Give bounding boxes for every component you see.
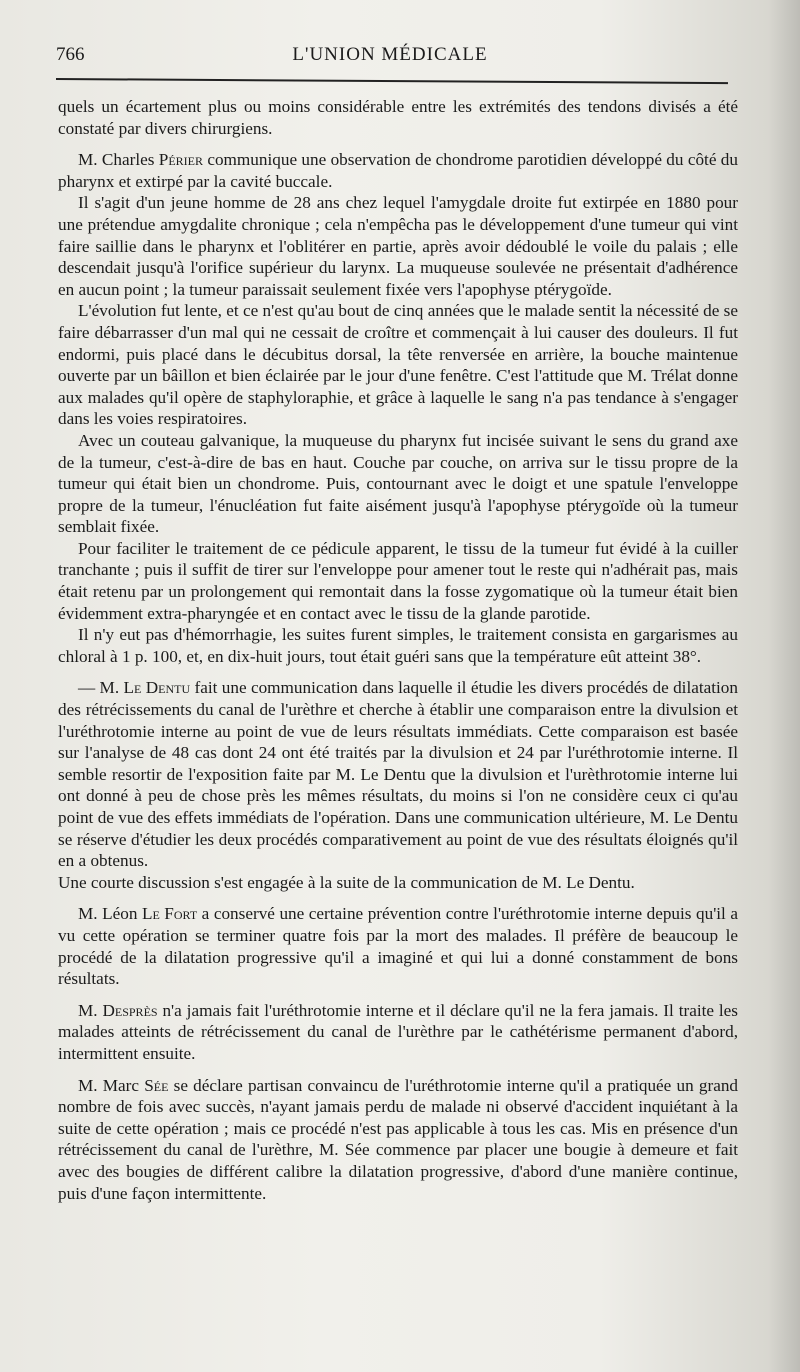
author-name: Desprès	[102, 1000, 158, 1020]
page-number: 766	[56, 44, 85, 65]
paragraph-le-fort: M. Léon Le Fort a conservé une certaine prévention contre l'uréthrotomie interne depuis qu'il a vu cette opération se terminer quatre fois par la mort des malades. Il préfère de beaucoup le procédé de la dilatation progressive qu'il a imaginé et qui lui a donné constamment de bons résultats.	[58, 904, 738, 989]
author-name: Sée	[144, 1075, 169, 1095]
page-header	[56, 44, 724, 72]
paragraph-pedicle: Pour faciliter le traitement de ce pédicule apparent, le tissu de la tumeur fut évidé à la cuiller tranchante ; puis il suffit de tirer sur l'enveloppe pour amener tout le reste qui n'adhérait pas, mais était retenu par un prolongement qui remontait dans la fosse zygomatique où la tumeur était bien évidemment extra-pharyngée et en contact avec le tissu de la glande parotide.	[58, 538, 738, 623]
author-name: Le Dentu	[123, 678, 191, 698]
article-body	[58, 96, 738, 1204]
author-name: Périer	[158, 150, 203, 170]
paragraph-evolution: L'évolution fut lente, et ce n'est qu'au bout de cinq années que le malade sentit la nécessité de se faire débarrasser d'un mal qui ne cessait de croître et commençait à lui causer des douleurs. Il fut endormi, puis placé dans le décubitus dorsal, la tête renversée en arrière, la bouche maintenue ouverte par un bâillon et bien éclairée par le jour d'une fenêtre. C'est l'attitude que M. Trélat donne aux malades qu'il opère de staphylorаphie, et grâce à laquelle le sang n'a pas tendance à s'engager dans les voies respiratoires.	[58, 301, 738, 429]
paragraph-le-dentu: — M. Le Dentu fait une communication dans laquelle il étudie les divers procédés de dilatation des rétrécissements du canal de l'urèthre et cherche à établir une comparaison entre la divulsion et l'uréthrotomie interne au point de vue de leurs résultats immédiats. Cette comparaison est basée sur l'analyse de 48 cas dont 24 ont été traités par la divulsion et 24 par l'uréthrotomie interne. Il semble resortir de l'exposition faite par M. Le Dentu que la divulsion et l'urèthrotomie interne lui ont donné à peu de chose près les mêmes résultats, du moins si l'on ne considère ceux ci qu'au point de vue des effets immédiats de l'opération. Dans une communication ultérieure, M. Le Dentu se réserve d'étudier les deux procédés comparativement au point de vue des résultats éloignés qu'il en a obtenus.	[58, 678, 738, 871]
paragraph-perier: M. Charles Périer communique une observation de chondrome parotidien développé du côté du pharynx et extirpé par la cavité buccale.	[58, 150, 738, 191]
header-rule	[56, 78, 728, 84]
paragraph-despres: M. Desprès n'a jamais fait l'uréthrotomie interne et il déclare qu'il ne la fera jamais. Il traite les malades atteints de rétrécissement du canal de l'urèthre par le cathétérisme permanent d'abord, intermittent ensuite.	[58, 1000, 738, 1063]
paragraph-tendons: quels un écartement plus ou moins considérable entre les extrémités des tendons divisés a été constaté par divers chirurgiens.	[58, 97, 738, 138]
paragraph-galvanic: Avec un couteau galvanique, la muqueuse du pharynx fut incisée suivant le sens du grand axe de la tumeur, c'est-à-dire de bas en haut. Couche par couche, on arriva sur le tissu propre de la tumeur qui était bien un chondrome. Puis, contournant avec le doigt et une spatule l'enveloppe propre de la tumeur, l'énucléation fut faite aisément jusqu'à l'apophyse ptérygoïde où la tumeur semblait fixée.	[58, 430, 738, 537]
paragraph-outcome: Il n'y eut pas d'hémorrhagie, les suites furent simples, le traitement consista en gargarismes au chloral à 1 p. 100, et, en dix-huit jours, tout était guéri sans que la température eût atteint 38°.	[58, 625, 738, 666]
running-title: L'UNION MÉDICALE	[292, 44, 488, 65]
paragraph-case: Il s'agit d'un jeune homme de 28 ans chez lequel l'amygdale droite fut extirpée en 1880 pour une prétendue amygdalite chronique ; cela n'empêcha pas le développement d'une tumeur qui vint faire saillie dans le pharynx et l'oblitérer en partie, après avoir dédoublé le voile du palais ; elle descendait jusqu'à l'orifice supérieur du larynx. La muqueuse soulevée ne présentait d'adhérence en aucun point ; la tumeur paraissait seulement fixée vers l'apophyse ptérygoïde.	[58, 193, 738, 299]
paragraph-see: M. Marc Sée se déclare partisan convaincu de l'uréthrotomie interne qu'il a pratiquée un grand nombre de fois avec succès, n'ayant jamais perdu de malade ni observé d'accident inquiétant à la suite de cette opération ; mais ce procédé n'est pas applicable à tous les cas. Mis en présence d'un rétrécissement du canal de l'urèthre, M. Sée commence par placer une bougie à demeure et fait avec des bougies de différent calibre la dilatation progressive, d'abord d'une manière continue, puis d'une façon intermittente.	[58, 1075, 739, 1203]
paragraph-discussion: Une courte discussion s'est engagée à la suite de la communication de M. Le Dentu.	[58, 872, 635, 892]
author-name: Le Fort	[141, 904, 198, 924]
